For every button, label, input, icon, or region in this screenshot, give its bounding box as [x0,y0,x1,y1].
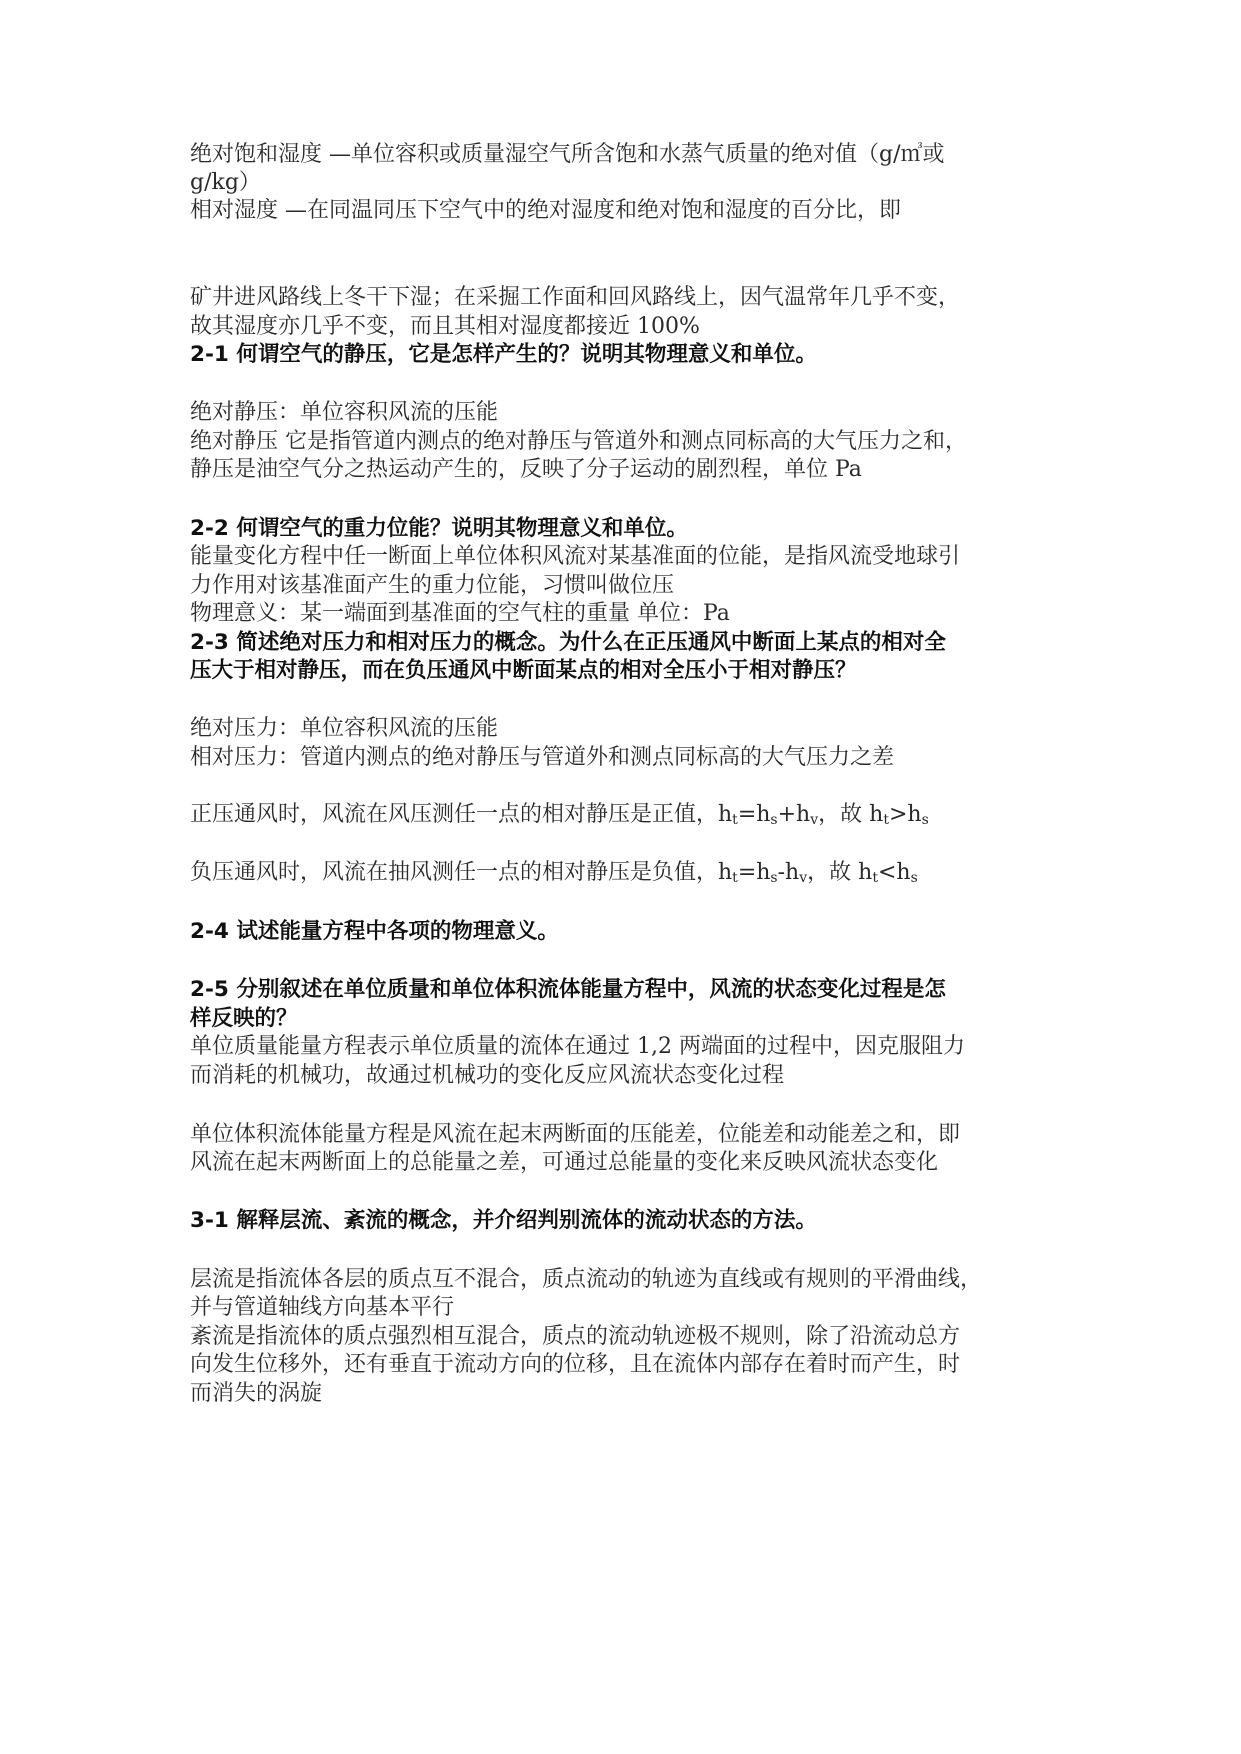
question-heading: 3-1 解释层流、紊流的概念，并介绍判别流体的流动状态的方法。 [190,1208,817,1233]
subscript: t [732,870,738,886]
formula-text: >h [888,802,922,827]
formula-text: ，故 h [818,802,884,827]
question-heading: 2-5 分别叙述在单位质量和单位体积流体能量方程中，风流的状态变化过程是怎 [190,977,946,1002]
question-heading: 2-4 试述能量方程中各项的物理意义。 [190,919,559,944]
formula-text: <h [877,860,911,885]
subscript: t [883,812,889,828]
text-line: 绝对饱和湿度 —单位容积或质量湿空气所含饱和水蒸气质量的绝对值（g/㎥或 [190,142,945,167]
subscript: t [872,870,878,886]
formula-line-negative [190,858,918,893]
formula-text: =h [737,802,771,827]
text-line: 静压是油空气分之热运动产生的，反映了分子运动的剧烈程，单位 Pa [190,457,862,482]
text-line: 单位质量能量方程表示单位质量的流体在通过 1,2 两端面的过程中，因克服阻力 [190,1034,965,1059]
question-heading: 2-1 何谓空气的静压，它是怎样产生的？说明其物理意义和单位。 [190,342,817,367]
text-line: 而消耗的机械功，故通过机械功的变化反应风流状态变化过程 [190,1063,785,1088]
formula-text: -h [777,860,800,885]
question-heading: 2-3 简述绝对压力和相对压力的概念。为什么在正压通风中断面上某点的相对全 [190,630,946,655]
text-line: 绝对静压 它是指管道内测点的绝对静压与管道外和测点同标高的大气压力之和， [190,429,967,454]
text-line: 风流在起末两断面上的总能量之差，可通过总能量的变化来反映风流状态变化 [190,1150,939,1175]
formula-text: =h [737,860,771,885]
subscript: s [910,870,918,886]
subscript: s [770,870,778,886]
text-line: 故其湿度亦几乎不变，而且其相对湿度都接近 100% [190,314,700,339]
formula-text: +h [777,802,811,827]
subscript: v [810,812,819,828]
question-heading: 2-2 何谓空气的重力位能？说明其物理意义和单位。 [190,516,688,541]
text-line: 紊流是指流体的质点强烈相互混合，质点的流动轨迹极不规则，除了沿流动总方 [190,1324,961,1349]
subscript: s [921,812,929,828]
text-line: 绝对压力：单位容积风流的压能 [190,716,499,741]
question-heading: 样反映的？ [190,1006,298,1031]
subscript: t [732,812,738,828]
formula-text: 正压通风时，风流在风压测任一点的相对静压是正值，h [190,802,733,827]
subscript: v [799,870,808,886]
formula-text: ，故 h [807,860,873,885]
text-line: 力作用对该基准面产生的重力位能，习惯叫做位压 [190,573,675,598]
text-line: 相对湿度 —在同温同压下空气中的绝对湿度和绝对饱和湿度的百分比，即 [190,198,901,223]
text-line: g/kg） [190,170,261,195]
text-line: 相对压力：管道内测点的绝对静压与管道外和测点同标高的大气压力之差 [190,745,895,770]
formula-line-positive [190,800,929,835]
text-line: 绝对静压：单位容积风流的压能 [190,400,499,425]
text-line: 而消失的涡旋 [190,1381,323,1406]
text-line: 层流是指流体各层的质点互不混合，质点流动的轨迹为直线或有规则的平滑曲线， [190,1267,983,1292]
subscript: s [770,812,778,828]
text-line: 矿井进风路线上冬干下湿；在采掘工作面和回风路线上，因气温常年几乎不变， [190,285,961,310]
text-line: 能量变化方程中任一断面上单位体积风流对某基准面的位能，是指风流受地球引 [190,544,961,569]
formula-text: 负压通风时，风流在抽风测任一点的相对静压是负值，h [190,860,733,885]
text-line: 并与管道轴线方向基本平行 [190,1295,455,1320]
text-line: 向发生位移外，还有垂直于流动方向的位移，且在流体内部存在着时而产生，时 [190,1352,961,1377]
text-line: 单位体积流体能量方程是风流在起末两断面的压能差，位能差和动能差之和，即 [190,1122,961,1147]
text-line: 物理意义：某一端面到基准面的空气柱的重量 单位：Pa [190,601,730,626]
question-heading: 压大于相对静压，而在负压通风中断面某点的相对全压小于相对静压？ [190,658,857,683]
